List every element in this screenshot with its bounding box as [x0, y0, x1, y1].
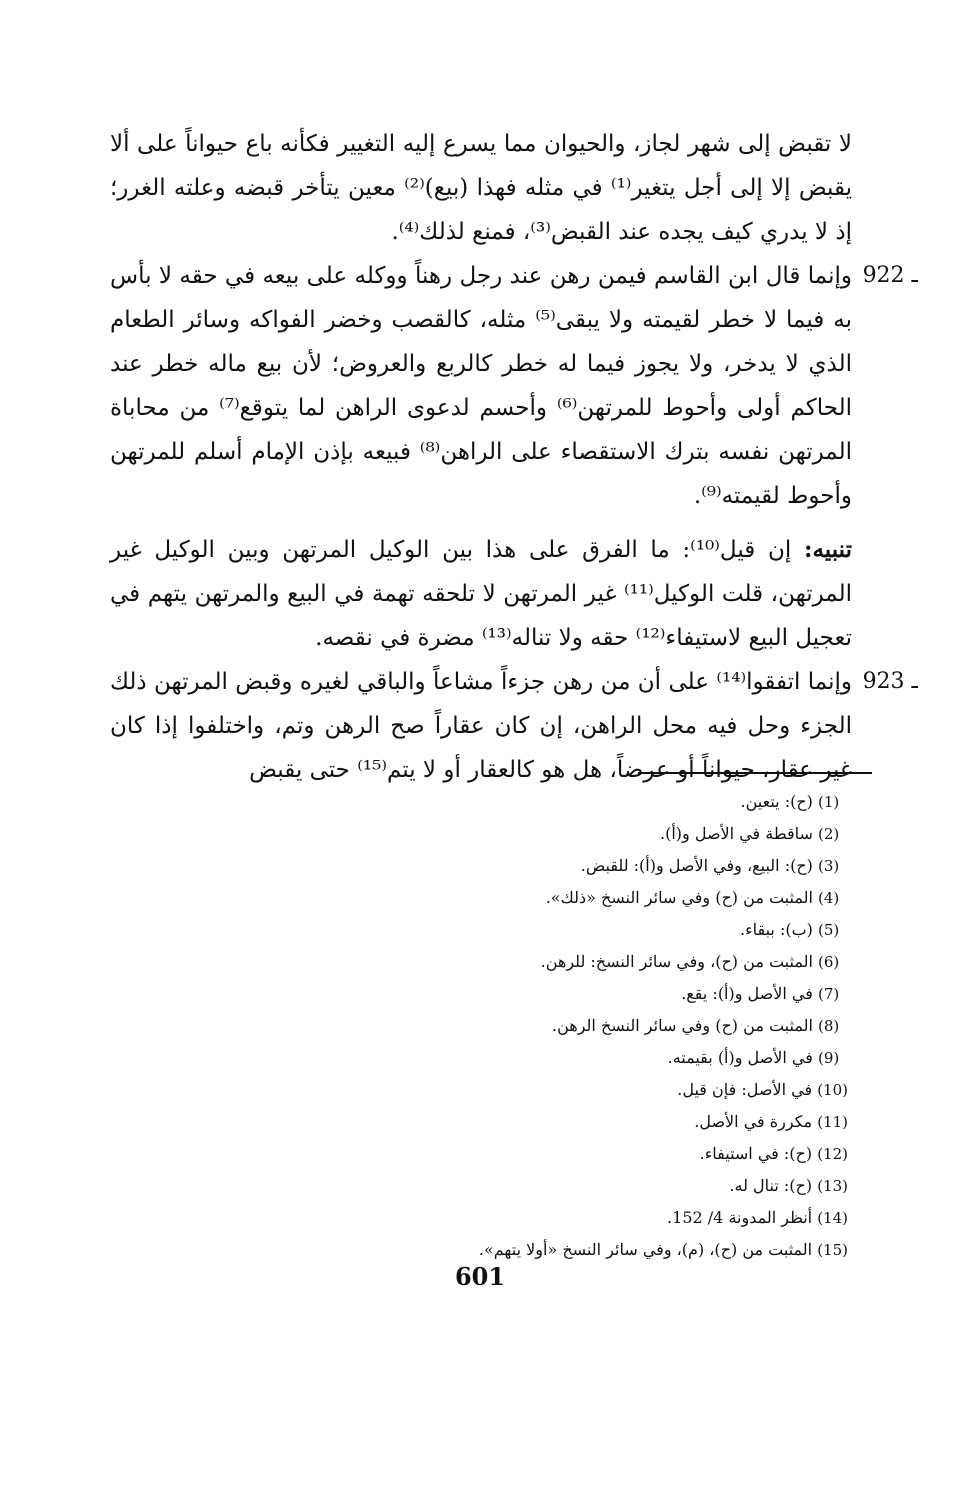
footnote-number: (6): [818, 953, 840, 971]
footnote: [300, 882, 848, 914]
paragraph-continued: لا تقبض إلى شهر لجاز، والحيوان مما يسرع إليه التغيير فكأنه باع حيواناً على ألا يقبض إلا إلى أجل يتغير⁽¹⁾ في مثله فهذا (بيع)⁽²⁾ معين يتأخر قبضه وعلته الغرر؛ إذ لا يدري كيف يجده عند القبض⁽³⁾، فمنع لذلك⁽⁴⁾.: [110, 131, 852, 245]
page-number: 601: [454, 1262, 506, 1291]
footnote-number: (1): [818, 793, 840, 811]
footnote: [300, 1074, 848, 1106]
footnote: [300, 1106, 848, 1138]
footnote: [300, 978, 848, 1010]
footnote-text: (ب): ببقاء.: [740, 920, 813, 939]
footnote: [300, 850, 848, 882]
footnote-number: (4): [818, 889, 840, 907]
footnote-text: أنظر المدونة 4/ 152.: [667, 1208, 813, 1227]
footnote-number: (13): [817, 1177, 848, 1195]
main-text: [110, 122, 918, 792]
footnote-text: (ح): تنال له.: [729, 1176, 813, 1195]
footnote-text: مكررة في الأصل.: [694, 1112, 813, 1131]
footnote-number: (10): [817, 1081, 848, 1099]
footnote: [300, 1234, 848, 1266]
footnote: [300, 1010, 848, 1042]
footnote-number: (14): [817, 1209, 848, 1227]
footnote-number: (9): [818, 1049, 840, 1067]
paragraph-number: 922 ـ: [862, 263, 918, 288]
paragraph-text: وإنما قال ابن القاسم فيمن رهن عند رجل رهناً ووكله على بيعه في حقه لا بأس به فيما لا خطر لقيمته ولا يبقى⁽⁵⁾ مثله، كالقصب وخضر الفواكه وسائر الطعام الذي لا يدخر، ولا يجوز فيما له خطر كالربع والعروض؛ لأن بيع ماله خطر عند الحاكم أولى وأحوط للمرتهن⁽⁶⁾ وأحسم لدعوى الراهن لما يتوقع⁽⁷⁾ من محاباة المرتهن نفسه بترك الاستقصاء على الراهن⁽⁸⁾ فبيعه بإذن الإمام أسلم للمرتهن وأحوط لقيمته⁽⁹⁾.: [110, 263, 852, 509]
note-label: تنبيه:: [803, 536, 853, 563]
footnote-number: (8): [818, 1017, 840, 1035]
footnote-number: (2): [818, 825, 840, 843]
footnote-number: (5): [818, 921, 840, 939]
footnote-number: (3): [818, 857, 840, 875]
footnote: [300, 1138, 848, 1170]
paragraph-number: 923 ـ: [862, 669, 918, 694]
note-paragraph: [110, 528, 852, 660]
footnote-text: في الأصل: فإن قيل.: [677, 1080, 813, 1099]
footnote-text: في الأصل و(أ) بقيمته.: [667, 1048, 813, 1067]
footnote-text: المثبت من (ح) وفي سائر النسخ «ذلك».: [545, 888, 813, 907]
footnote-text: (ح): في استيفاء.: [699, 1144, 813, 1163]
footnote: [300, 946, 848, 978]
footnote-number: (11): [817, 1113, 848, 1131]
footnote: [300, 1042, 848, 1074]
footnote-text: (ح): يتعين.: [740, 792, 813, 811]
footnote: [300, 914, 848, 946]
footnote-text: (ح): البيع، وفي الأصل و(أ): للقبض.: [580, 856, 813, 875]
footnote-text: المثبت من (ح)، (م)، وفي سائر النسخ «أولا يتهم».: [478, 1240, 813, 1259]
footnote: [300, 786, 848, 818]
footnote-text: المثبت من (ح) وفي سائر النسخ الرهن.: [552, 1016, 813, 1035]
footnote-number: (15): [817, 1241, 848, 1259]
footnote-divider: [638, 772, 872, 774]
paragraph-text: وإنما اتفقوا⁽¹⁴⁾ على أن من رهن جزءاً مشاعاً والباقي لغيره وقبض المرتهن ذلك الجزء وحل فيه محل الراهن، إن كان عقاراً صح الرهن وتم، واختلفوا إذا كان غير عقار، حيواناً أو عرضاً، هل هو كالعقار أو لا يتم⁽¹⁵⁾ حتى يقبض: [110, 669, 852, 783]
footnote-number: (7): [818, 985, 840, 1003]
footnote: [300, 818, 848, 850]
footnotes: [300, 786, 848, 1266]
footnote: [300, 1202, 848, 1234]
footnote-text: ساقطة في الأصل و(أ).: [660, 824, 813, 843]
footnote-text: المثبت من (ح)، وفي سائر النسخ: للرهن.: [540, 952, 813, 971]
footnote-number: (12): [817, 1145, 848, 1163]
paragraph-922: [110, 254, 918, 518]
footnote-text: في الأصل و(أ): يقع.: [681, 984, 813, 1003]
note-text: إن قيل⁽¹⁰⁾: ما الفرق على هذا بين الوكيل المرتهن وبين الوكيل غير المرتهن، قلت الوكيل⁽¹¹⁾ غير المرتهن لا تلحقه تهمة في البيع والمرتهن يتهم في تعجيل البيع لاستيفاء⁽¹²⁾ حقه ولا تناله⁽¹³⁾ مضرة في نقصه.: [110, 537, 852, 651]
footnote: [300, 1170, 848, 1202]
